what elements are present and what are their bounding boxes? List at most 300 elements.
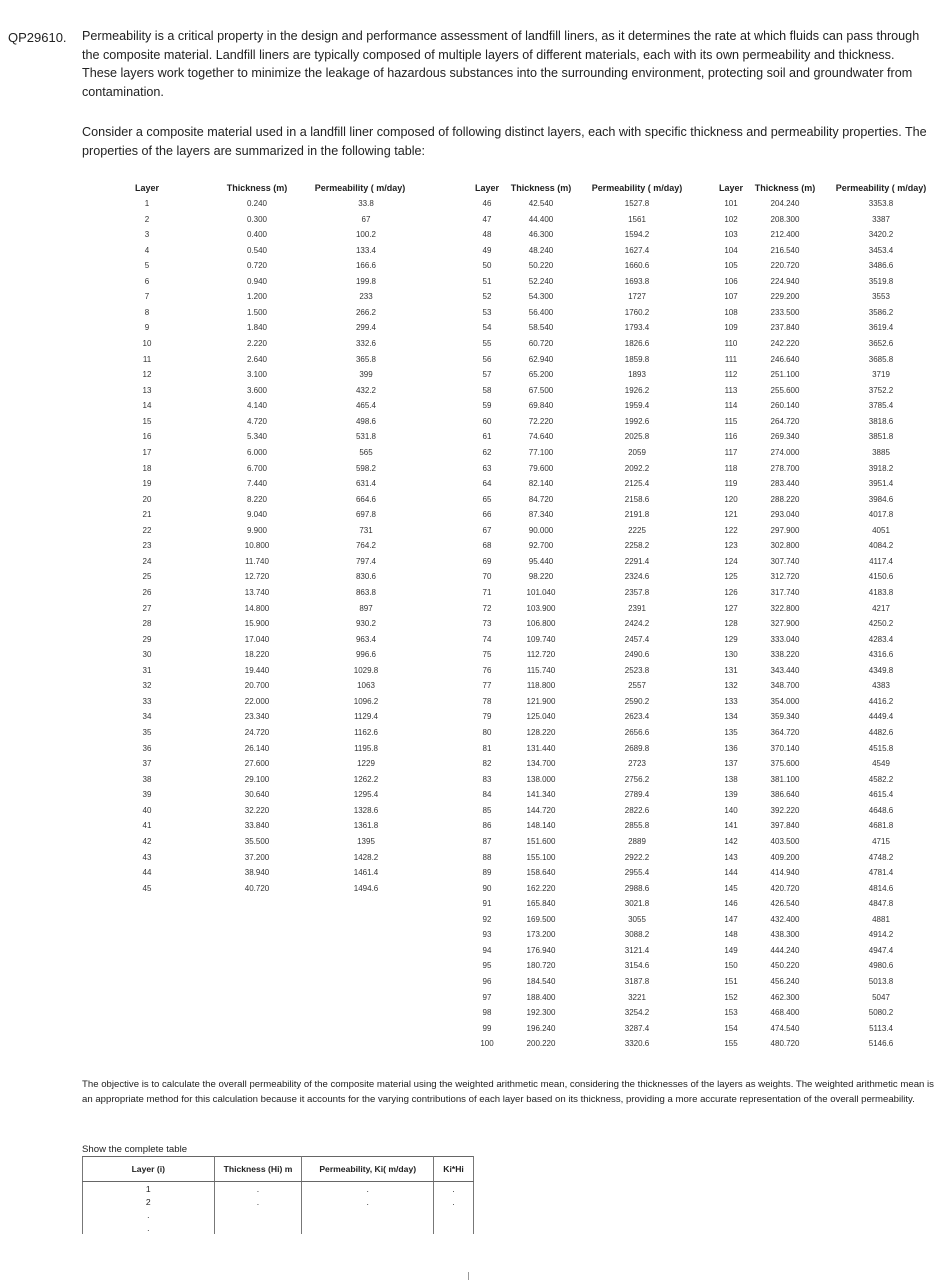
layer-number: 52 (482, 292, 492, 302)
layer-permeability: 1594.2 (624, 230, 650, 240)
layer-thickness: 188.400 (526, 992, 556, 1002)
layer-thickness: 220.720 (770, 261, 800, 271)
layer-number: 35 (142, 728, 152, 738)
layer-number: 151 (724, 977, 738, 986)
layer-permeability: 3752.2 (868, 385, 894, 395)
question-consider: Consider a composite material used in a landfill liner composed of following distinct layers, each with specific thickness and permeability properties. The properties of the layers are summarized in the following table: (82, 125, 927, 158)
layer-permeability: 4549 (872, 759, 890, 769)
layer-number: 74 (482, 634, 492, 644)
layer-permeability: 598.2 (355, 463, 377, 473)
layer-thickness: 95.440 (528, 556, 554, 566)
layer-thickness: 144.720 (526, 805, 556, 815)
layer-thickness: 426.540 (770, 899, 800, 909)
layer-permeability: 3453.4 (868, 245, 894, 255)
layer-permeability: 2059 (628, 447, 646, 457)
layer-thickness: 343.440 (770, 665, 800, 675)
layer-thickness: 118.800 (526, 681, 556, 691)
layer-thickness: 74.640 (528, 432, 554, 442)
layer-permeability: 2258.2 (624, 541, 650, 551)
layer-permeability: 631.4 (355, 479, 377, 489)
layer-number: 138 (724, 774, 738, 784)
scroll-indicator (468, 1272, 469, 1280)
layer-permeability: 4681.8 (868, 821, 894, 831)
layer-number: 150 (724, 961, 738, 971)
layer-permeability: 4748.2 (868, 852, 894, 862)
layer-permeability: 4183.8 (868, 588, 894, 597)
layer-number: 126 (724, 588, 738, 597)
layer-thickness: 297.900 (770, 525, 800, 535)
layer-permeability: 3254.2 (624, 1008, 650, 1018)
layer-permeability: 1760.2 (624, 307, 650, 317)
layer-number: 83 (482, 774, 492, 784)
answer-cell[interactable] (434, 1221, 474, 1234)
objective-text: The objective is to calculate the overall permeability of the composite material using the weighted arithmetic mean, considering the thicknesses of the layers as weights. The weighted arithmetic mean is an appropriate method for this calculation because it accounts for the varying contributions of each layer based on its thickness, providing a more accurate representation of the overall permeability. (82, 1079, 934, 1105)
layer-permeability: 2158.6 (624, 494, 650, 504)
layer-thickness: 4.720 (246, 416, 268, 426)
layer-number: 124 (724, 556, 738, 566)
answer-cell[interactable]: . (83, 1208, 215, 1221)
answer-cell[interactable]: . (302, 1182, 434, 1196)
layer-number: 140 (724, 805, 738, 815)
layer-number: 148 (724, 930, 738, 940)
layer-permeability: 4980.6 (868, 961, 894, 971)
layer-number: 115 (724, 416, 738, 426)
layer-thickness: 12.720 (244, 572, 270, 582)
answer-header-permeability: Permeability, Ki( m/day) (302, 1157, 434, 1182)
layer-thickness: 37.200 (244, 852, 270, 862)
layer-number: 94 (482, 945, 492, 955)
layer-permeability: 3652.6 (868, 339, 894, 349)
answer-cell[interactable]: . (214, 1195, 302, 1208)
layer-permeability: 3785.4 (868, 401, 894, 411)
layer-permeability: 2191.8 (624, 510, 650, 520)
layer-thickness: 52.240 (528, 276, 554, 286)
layer-permeability: 1992.6 (624, 416, 650, 426)
layer-permeability: 5013.8 (868, 977, 894, 986)
layer-permeability: 3918.2 (868, 463, 894, 473)
layer-thickness: 48.240 (528, 245, 554, 255)
layer-number: 113 (724, 385, 738, 395)
layer-number: 29 (142, 634, 152, 644)
layer-thickness: 92.700 (528, 541, 554, 551)
layer-thickness: 77.100 (528, 447, 554, 457)
layer-permeability: 1328.6 (353, 805, 379, 815)
layer-number: 28 (142, 619, 152, 629)
layer-number: 85 (482, 805, 492, 815)
layer-number: 147 (724, 914, 738, 924)
layer-thickness: 44.400 (528, 214, 554, 224)
layer-number: 63 (482, 463, 492, 473)
layer-permeability: 399 (359, 370, 373, 380)
layer-number: 26 (142, 588, 152, 597)
layer-permeability: 4947.4 (868, 945, 894, 955)
layer-number: 87 (482, 836, 492, 846)
layer-thickness: 0.940 (246, 276, 268, 286)
question-id: QP29610. (8, 30, 67, 45)
layer-thickness: 58.540 (528, 323, 554, 333)
answer-cell[interactable] (214, 1221, 302, 1234)
layer-number: 121 (724, 510, 738, 520)
layer-number: 100 (480, 1039, 494, 1049)
layer-number: 105 (724, 261, 738, 271)
layer-number: 56 (482, 354, 492, 364)
layer-thickness: 307.740 (770, 556, 800, 566)
layer-thickness: 27.600 (244, 759, 270, 769)
layer-number: 8 (144, 307, 150, 317)
layer-permeability: 797.4 (355, 556, 377, 566)
layer-thickness: 246.640 (770, 354, 800, 364)
layer-permeability: 4582.2 (868, 774, 894, 784)
layer-permeability: 33.8 (358, 199, 374, 208)
answer-cell[interactable]: . (83, 1221, 215, 1234)
layer-thickness: 386.640 (770, 790, 800, 800)
layer-number: 57 (482, 370, 492, 380)
layer-number: 99 (482, 1023, 492, 1033)
layer-number: 48 (482, 230, 492, 240)
layer-thickness: 121.900 (526, 696, 556, 706)
layer-number: 2 (144, 214, 150, 224)
layer-thickness: 468.400 (770, 1008, 800, 1018)
layer-thickness: 0.240 (246, 199, 268, 208)
answer-cell[interactable] (302, 1221, 434, 1234)
layer-permeability: 2424.2 (624, 619, 650, 629)
layer-permeability: 1229 (357, 759, 375, 769)
layer-permeability: 3619.4 (868, 323, 894, 333)
layer-thickness: 293.040 (770, 510, 800, 520)
layer-thickness: 196.240 (526, 1023, 556, 1033)
layer-permeability: 3387 (872, 214, 890, 224)
layer-thickness: 237.840 (770, 323, 800, 333)
layer-permeability: 2490.6 (624, 650, 650, 660)
layer-thickness: 438.300 (770, 930, 800, 940)
layer-thickness: 79.600 (528, 463, 554, 473)
layer-number: 59 (482, 401, 492, 411)
answer-cell[interactable]: . (302, 1195, 434, 1208)
layer-number: 16 (142, 432, 152, 442)
layer-number: 137 (724, 759, 738, 769)
layer-number: 92 (482, 914, 492, 924)
layer-number: 143 (724, 852, 738, 862)
layer-thickness: 302.800 (770, 541, 800, 551)
layer-number: 136 (724, 743, 738, 753)
layer-permeability: 4881 (872, 914, 890, 924)
layer-permeability: 1959.4 (624, 401, 650, 411)
layer-permeability: 2889 (628, 836, 646, 846)
layer-permeability: 4250.2 (868, 619, 894, 629)
answer-cell[interactable] (214, 1208, 302, 1221)
layer-permeability: 4615.4 (868, 790, 894, 800)
layer-table-header-permeability: Permeability ( m/day) (835, 183, 927, 193)
layer-number: 152 (724, 992, 738, 1002)
layer-number: 61 (482, 432, 492, 442)
layer-thickness: 20.700 (244, 681, 270, 691)
layer-thickness: 11.740 (245, 556, 269, 566)
layer-permeability: 3055 (628, 914, 646, 924)
layer-thickness: 26.140 (244, 743, 270, 753)
show-complete-table-label[interactable]: Show the complete table (82, 1144, 188, 1155)
layer-thickness: 180.720 (526, 961, 556, 971)
layer-permeability: 2523.8 (624, 665, 650, 675)
layer-permeability: 4084.2 (868, 541, 894, 551)
layer-table-header-thickness: Thickness (m) (226, 183, 288, 193)
layer-permeability: 67 (361, 214, 371, 224)
layer-thickness: 278.700 (770, 463, 800, 473)
layer-thickness: 0.720 (246, 261, 268, 271)
layer-permeability: 3984.6 (868, 494, 894, 504)
layer-number: 11 (142, 354, 152, 364)
layer-thickness: 138.000 (526, 774, 556, 784)
layer-number: 78 (482, 696, 492, 706)
layer-permeability: 166.6 (355, 261, 377, 271)
layer-permeability: 2988.6 (624, 883, 650, 893)
layer-permeability: 930.2 (355, 619, 377, 629)
layer-thickness: 364.720 (770, 728, 800, 738)
layer-thickness: 103.900 (526, 603, 556, 613)
layer-permeability: 531.8 (355, 432, 377, 442)
layer-number: 5 (144, 261, 150, 271)
layer-number: 125 (724, 572, 738, 582)
layer-number: 98 (482, 1008, 492, 1018)
layer-thickness: 274.000 (770, 447, 800, 457)
answer-header-layer: Layer (i) (83, 1157, 215, 1182)
layer-permeability: 1295.4 (353, 790, 379, 800)
layer-number: 122 (724, 525, 738, 535)
layer-thickness: 69.840 (528, 401, 554, 411)
layer-thickness: 212.400 (770, 230, 800, 240)
layer-number: 114 (724, 401, 738, 411)
layer-thickness: 101.040 (526, 588, 556, 597)
answer-cell[interactable] (434, 1208, 474, 1221)
layer-table-header-permeability: Permeability ( m/day) (314, 183, 406, 193)
layer-permeability: 3353.8 (868, 199, 894, 208)
layer-number: 142 (724, 836, 738, 846)
layer-number: 128 (724, 619, 738, 629)
layer-permeability: 5047 (872, 992, 890, 1002)
layer-thickness: 6.700 (246, 463, 268, 473)
layer-thickness: 462.300 (770, 992, 800, 1002)
layer-thickness: 82.140 (528, 479, 554, 489)
layer-number: 41 (142, 821, 152, 831)
layer-table-header-permeability: Permeability ( m/day) (591, 183, 683, 193)
layer-permeability: 4847.8 (868, 899, 894, 909)
layer-permeability: 1129.4 (354, 712, 378, 722)
layer-thickness: 397.840 (770, 821, 800, 831)
layer-permeability: 233 (359, 292, 373, 302)
layer-thickness: 414.940 (770, 868, 800, 878)
layer-thickness: 260.140 (770, 401, 800, 411)
layer-number: 144 (724, 868, 738, 878)
layer-thickness: 23.340 (244, 712, 270, 722)
layer-thickness: 283.440 (770, 479, 800, 489)
layer-number: 110 (724, 339, 738, 349)
layer-permeability: 2391 (628, 603, 646, 613)
layer-thickness: 15.900 (244, 619, 270, 629)
layer-thickness: 8.220 (246, 494, 268, 504)
layer-thickness: 60.720 (528, 339, 554, 349)
layer-thickness: 288.220 (770, 494, 800, 504)
answer-cell[interactable]: . (434, 1195, 474, 1208)
layer-number: 123 (724, 541, 738, 551)
answer-row (83, 1221, 474, 1234)
layer-thickness: 22.000 (244, 696, 270, 706)
layer-permeability: 1162.6 (354, 728, 378, 738)
layer-number: 36 (142, 743, 152, 753)
layer-thickness: 312.720 (770, 572, 800, 582)
layer-thickness: 158.640 (526, 868, 556, 878)
layer-number: 34 (142, 712, 152, 722)
layer-thickness: 9.900 (246, 525, 268, 535)
layer-number: 54 (482, 323, 492, 333)
layer-thickness: 98.220 (528, 572, 554, 582)
layer-number: 21 (142, 510, 152, 520)
layer-thickness: 42.540 (528, 199, 554, 208)
layer-permeability: 830.6 (355, 572, 377, 582)
layer-thickness: 322.800 (770, 603, 800, 613)
layer-thickness: 216.540 (770, 245, 800, 255)
answer-row (83, 1182, 474, 1196)
layer-thickness: 3.100 (246, 370, 268, 380)
layer-permeability: 2125.4 (624, 479, 650, 489)
layer-permeability: 5113.4 (869, 1023, 893, 1033)
layer-permeability: 3885 (872, 447, 890, 457)
layer-number: 119 (724, 479, 738, 489)
layer-permeability: 2922.2 (624, 852, 650, 862)
layer-thickness: 50.220 (528, 261, 554, 271)
layer-table-header-layer: Layer (474, 183, 500, 193)
layer-number: 45 (142, 883, 152, 893)
layer-thickness: 359.340 (770, 712, 800, 722)
layer-thickness: 2.640 (246, 354, 268, 364)
layer-permeability: 2092.2 (624, 463, 650, 473)
layer-permeability: 2025.8 (624, 432, 650, 442)
layer-thickness: 269.340 (770, 432, 800, 442)
answer-cell[interactable]: 2 (83, 1195, 215, 1208)
layer-thickness: 403.500 (770, 836, 800, 846)
layer-permeability: 1527.8 (624, 199, 650, 208)
layer-thickness: 106.800 (526, 619, 556, 629)
layer-number: 77 (482, 681, 492, 691)
layer-permeability: 5146.6 (868, 1039, 894, 1049)
layer-number: 43 (142, 852, 152, 862)
layer-number: 111 (724, 354, 738, 364)
layer-number: 72 (482, 603, 492, 613)
layer-permeability: 3486.6 (868, 261, 894, 271)
layer-number: 64 (482, 479, 492, 489)
layer-permeability: 1195.8 (354, 743, 378, 753)
layer-permeability: 1627.4 (624, 245, 650, 255)
layer-thickness: 87.340 (528, 510, 554, 520)
answer-row (83, 1208, 474, 1221)
layer-permeability: 332.6 (355, 339, 377, 349)
layer-number: 134 (724, 712, 738, 722)
layer-permeability: 3287.4 (624, 1023, 650, 1033)
layer-number: 149 (724, 945, 738, 955)
layer-permeability: 565 (359, 447, 373, 457)
layer-thickness: 72.220 (528, 416, 554, 426)
layer-thickness: 134.700 (526, 759, 556, 769)
layer-thickness: 370.140 (770, 743, 800, 753)
layer-thickness: 148.140 (526, 821, 556, 831)
layer-number: 109 (724, 323, 738, 333)
layer-number: 130 (724, 650, 738, 660)
layer-thickness: 338.220 (770, 650, 800, 660)
layer-permeability: 4648.6 (868, 805, 894, 815)
layer-number: 79 (482, 712, 492, 722)
layer-thickness: 155.100 (526, 852, 556, 862)
layer-thickness: 54.300 (528, 292, 554, 302)
layer-thickness: 3.600 (246, 385, 268, 395)
answer-table (82, 1156, 474, 1234)
answer-header-kihi: Ki*Hi (434, 1157, 474, 1182)
layer-thickness: 420.720 (770, 883, 800, 893)
layer-permeability: 2955.4 (624, 868, 650, 878)
layer-thickness: 112.720 (526, 650, 556, 660)
layer-number: 23 (142, 541, 152, 551)
layer-permeability: 4482.6 (868, 728, 894, 738)
layer-thickness: 327.900 (770, 619, 800, 629)
layer-number: 73 (482, 619, 492, 629)
layer-permeability: 4051 (872, 525, 890, 535)
layer-number: 44 (142, 868, 152, 878)
layer-thickness: 255.600 (770, 385, 800, 395)
layer-number: 90 (482, 883, 492, 893)
layer-permeability: 4017.8 (868, 510, 894, 520)
layer-thickness: 18.220 (244, 650, 270, 660)
layer-permeability: 897 (359, 603, 373, 613)
layer-permeability: 2457.4 (624, 634, 650, 644)
layer-thickness: 38.940 (244, 868, 270, 878)
layer-number: 80 (482, 728, 492, 738)
layer-thickness: 141.340 (526, 790, 556, 800)
layer-permeability: 1262.2 (353, 774, 379, 784)
layer-number: 50 (482, 261, 492, 271)
layer-thickness: 224.940 (770, 276, 800, 286)
layer-permeability: 3553 (872, 292, 890, 302)
layer-thickness: 14.800 (244, 603, 270, 613)
layer-thickness: 131.440 (526, 743, 556, 753)
layer-thickness: 165.840 (526, 899, 556, 909)
layer-number: 62 (482, 447, 492, 457)
layer-thickness: 456.240 (770, 977, 800, 986)
layer-number: 133 (724, 696, 738, 706)
layer-number: 117 (724, 447, 738, 457)
layer-number: 24 (142, 556, 152, 566)
layer-thickness: 169.500 (526, 914, 556, 924)
layer-number: 22 (142, 525, 152, 535)
layer-permeability: 4914.2 (868, 930, 894, 940)
answer-cell[interactable]: . (434, 1182, 474, 1196)
layer-thickness: 381.100 (770, 774, 800, 784)
answer-cell[interactable]: . (214, 1182, 302, 1196)
answer-cell[interactable] (302, 1208, 434, 1221)
layer-number: 65 (482, 494, 492, 504)
layer-thickness: 392.220 (770, 805, 800, 815)
layer-number: 9 (144, 323, 150, 333)
layer-thickness: 354.000 (770, 696, 800, 706)
answer-cell[interactable]: 1 (83, 1182, 215, 1196)
layer-number: 104 (724, 245, 738, 255)
layer-thickness: 128.220 (526, 728, 556, 738)
layer-number: 95 (482, 961, 492, 971)
layer-permeability: 3851.8 (868, 432, 894, 442)
layer-number: 31 (142, 665, 152, 675)
layer-thickness: 450.220 (770, 961, 800, 971)
layer-number: 27 (142, 603, 152, 613)
layer-number: 7 (144, 292, 150, 302)
layer-permeability: 3685.8 (868, 354, 894, 364)
layer-number: 153 (724, 1008, 738, 1018)
layer-number: 81 (482, 743, 492, 753)
